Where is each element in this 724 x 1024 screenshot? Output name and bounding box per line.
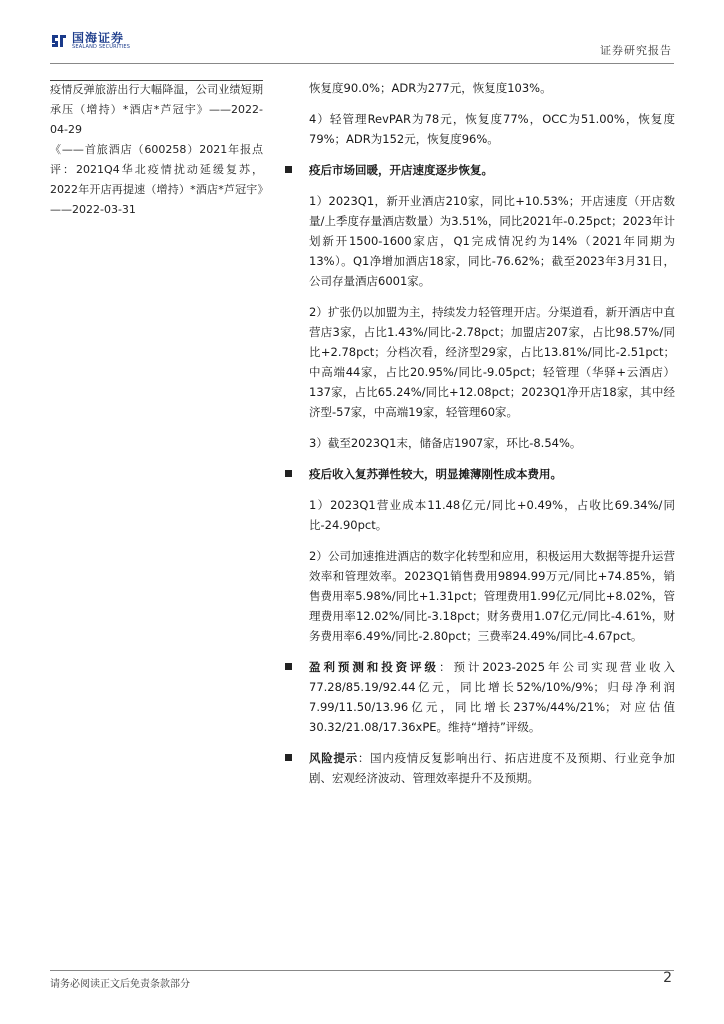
section-text: ：预计2023-2025年公司实现营业收入77.28/85.19/92.44亿元，同比增长52%/10%/9%；归母净利润7.99/11.50/13.96亿元，同比增长237%/44%/21%；对应估值30.32/21.08/17.36xPE。维持“增持”评级。 (309, 660, 676, 734)
paragraph: 3）截至2023Q1末，储备店1907家，环比-8.54%。 (309, 436, 582, 450)
page-header (0, 0, 724, 60)
section-body (309, 748, 675, 788)
header-divider (50, 63, 674, 64)
section-title: 盈利预测和投资评级 (309, 660, 439, 674)
company-logo (50, 30, 130, 52)
section-cost-revenue (285, 464, 675, 484)
section-store-opening (285, 160, 675, 180)
square-bullet-icon (285, 754, 292, 761)
paragraph: 1）2023Q1，新开业酒店210家，同比+10.53%；开店速度（开店数量/上季度存量酒店数量）为3.51%，同比2021年-0.25pct；2023年计划新开1500-1600家店，Q1完成情况约为14%（2021年同期为13%）。Q1净增加酒店18家，同比-76.62%；截至2023年3月31日，公司存量酒店6001家。 (309, 194, 675, 288)
square-bullet-icon (285, 470, 292, 477)
paragraph: 2）扩张仍以加盟为主，持续发力轻管理开店。分渠道看，新开酒店中直营店3家，占比1.43%/同比-2.78pct；加盟店207家，占比98.57%/同比+2.78pct；分档次看，经济型29家，占比13.81%/同比-2.51pct；中高端44家，占比20.95%/同比-9.05pct；轻管理（华驿+云酒店）137家，占比65.24%/同比+12.08pct；2023Q1净开店18家，其中经济型-57家，中高端19家，轻管理60家。 (309, 305, 675, 419)
page-number: 2 (663, 970, 672, 986)
related-report-item: 《——首旅酒店（600258）2021年报点评：2021Q4华北疫情扰动延缓复苏，2022年开店再提速（增持）*酒店*芦冠宇》——2022-03-31 (50, 143, 263, 216)
paragraph: 1）2023Q1营业成本11.48亿元/同比+0.49%，占收比69.34%/同比-24.90pct。 (309, 498, 675, 532)
footer-divider (50, 970, 674, 971)
footer-disclaimer: 请务必阅读正文后免责条款部分 (50, 979, 190, 990)
paragraph: 恢复度90.0%；ADR为277元，恢复度103%。 (309, 81, 552, 95)
section-title: 疫后收入复苏弹性较大，明显摊薄刚性成本费用。 (309, 467, 562, 481)
section-text: ：国内疫情反复影响出行、拓店进度不及预期、行业竞争加剧、宏观经济波动、管理效率提升不及预期。 (309, 751, 676, 785)
paragraph: 4）轻管理RevPAR为78元，恢复度77%，OCC为51.00%，恢复度79%；ADR为152元，恢复度96%。 (309, 112, 675, 146)
section-title: 风险提示 (309, 751, 358, 765)
sealand-logo-icon (50, 32, 68, 50)
section-risk (285, 748, 675, 788)
square-bullet-icon (285, 166, 292, 173)
square-bullet-icon (285, 663, 292, 670)
main-content (285, 78, 675, 799)
logo-en-text: SEALAND SECURITIES (72, 44, 131, 50)
paragraph: 2）公司加速推进酒店的数字化转型和应用，积极运用大数据等提升运营效率和管理效率。2023Q1销售费用9894.99万元/同比+74.85%，销售费用率5.98%/同比+1.31pct；管理费用1.99亿元/同比+8.02%，管理费用率12.02%/同比-3.18pct；财务费用1.07亿元/同比-4.61%，财务费用率6.49%/同比-2.80pct；三费率24.49%/同比-4.67pct。 (309, 549, 675, 643)
section-body (309, 657, 675, 737)
section-forecast-rating (285, 657, 675, 737)
logo-cn-text: 国海证券 (72, 31, 125, 45)
related-reports-sidebar (50, 80, 263, 220)
section-title: 疫后市场回暖，开店速度逐步恢复。 (309, 163, 493, 177)
report-type-label: 证券研究报告 (600, 44, 672, 57)
related-report-item: 疫情反弹旅游出行大幅降温，公司业绩短期承压（增持）*酒店*芦冠宇》——2022-04-29 (50, 83, 263, 136)
